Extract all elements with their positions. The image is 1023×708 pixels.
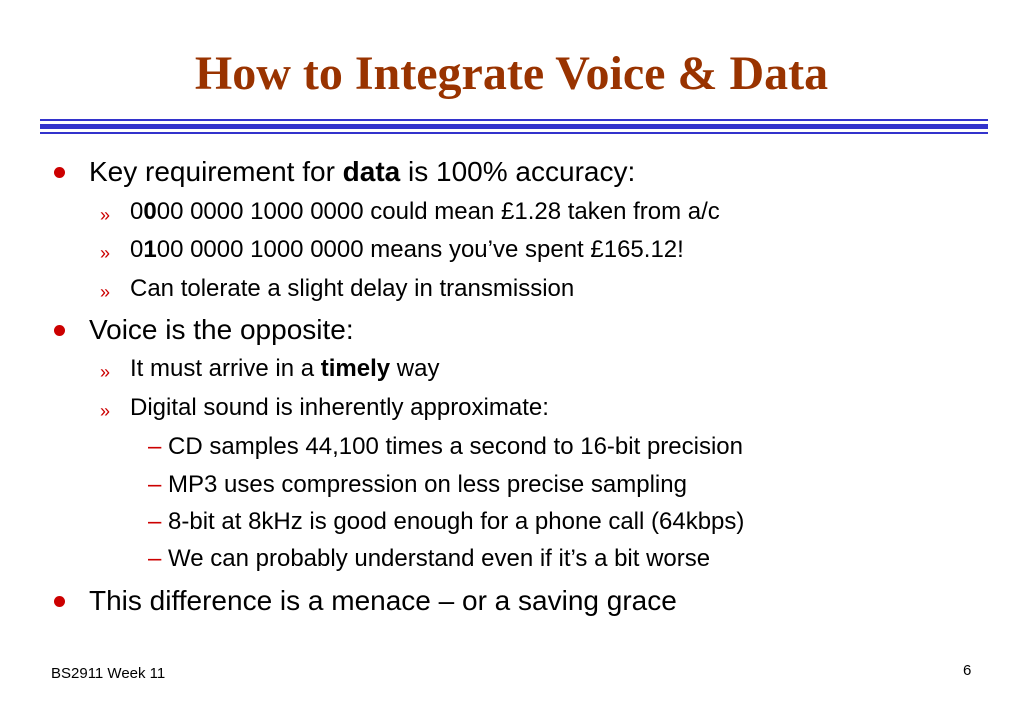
sub-bullet-marker-icon: » — [100, 362, 111, 382]
bullet-voice-opposite: Voice is the opposite: — [89, 314, 354, 345]
binary-highlight-bit: 0 — [143, 198, 157, 225]
page-number: 6 — [963, 662, 972, 679]
sub-sub-bullet-text: We can probably understand even if it’s a bit worse — [168, 545, 711, 572]
binary-suffix: 00 0000 1000 0000 could mean £1.28 taken from a/c — [156, 198, 720, 225]
bullet-data-requirement — [89, 158, 635, 186]
bullet-dot-icon — [54, 596, 65, 607]
sub-sub-bullet-text: CD samples 44,100 times a second to 16-bit precision — [168, 433, 743, 460]
bullet-text-post: is 100% accuracy: — [400, 156, 636, 187]
dash-marker-icon: – — [148, 471, 162, 498]
sub-sub-bullet-mp3 — [148, 473, 687, 497]
sub-bullet-marker-icon: » — [100, 282, 111, 302]
sub-bullet-means-spent — [130, 238, 684, 262]
binary-suffix: 00 0000 1000 0000 means you’ve spent £165.12! — [156, 236, 684, 263]
bullet-text-bold: data — [342, 156, 401, 187]
title-underline-bottom — [40, 132, 988, 134]
bullet-text-pre: It must arrive in a — [130, 355, 321, 382]
binary-prefix: 0 — [130, 198, 144, 225]
binary-prefix: 0 — [130, 236, 144, 263]
dash-marker-icon: – — [148, 433, 162, 460]
sub-bullet-could-mean — [130, 200, 720, 224]
bullet-text-pre: Key requirement for — [89, 156, 343, 187]
bullet-dot-icon — [54, 325, 65, 336]
bullet-text-post: way — [390, 355, 440, 382]
bullet-menace: This difference is a menace – or a saving grace — [89, 585, 677, 616]
sub-bullet-timely — [130, 357, 439, 381]
dash-marker-icon: – — [148, 508, 162, 535]
title-underline-middle — [40, 124, 988, 129]
bullet-dot-icon — [54, 167, 65, 178]
dash-marker-icon: – — [148, 545, 162, 572]
sub-sub-bullet-text: 8-bit at 8kHz is good enough for a phone call (64kbps) — [168, 508, 745, 535]
bullet-text-bold: timely — [320, 355, 391, 382]
sub-bullet-tolerate-delay: Can tolerate a slight delay in transmission — [130, 275, 575, 302]
slide-footer: BS2911 Week 11 — [51, 665, 166, 682]
sub-bullet-marker-icon: » — [100, 243, 111, 263]
binary-highlight-bit: 1 — [143, 236, 157, 263]
sub-sub-bullet-8bit — [148, 510, 744, 534]
title-underline-top — [40, 119, 988, 121]
sub-sub-bullet-worse — [148, 547, 710, 571]
sub-sub-bullet-cd — [148, 435, 743, 459]
sub-bullet-marker-icon: » — [100, 205, 111, 225]
slide-title: How to Integrate Voice & Data — [194, 47, 829, 100]
sub-sub-bullet-text: MP3 uses compression on less precise sampling — [168, 471, 687, 498]
sub-bullet-approximate: Digital sound is inherently approximate: — [130, 394, 549, 421]
sub-bullet-marker-icon: » — [100, 401, 111, 421]
